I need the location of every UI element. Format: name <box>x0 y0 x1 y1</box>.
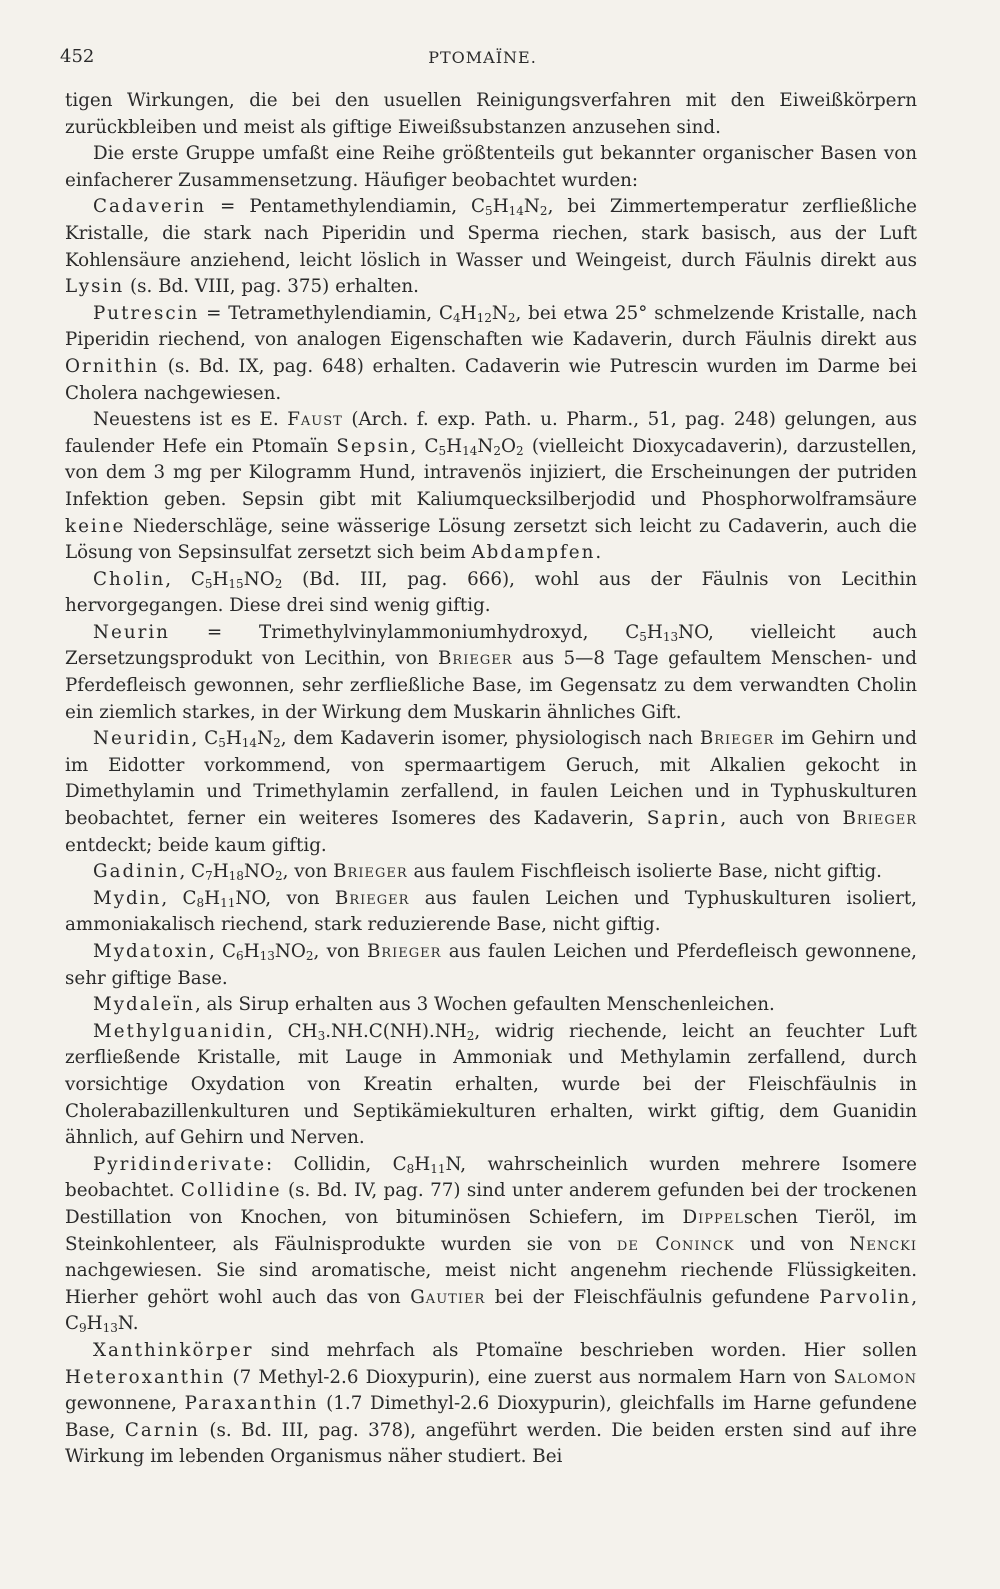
spaced-term: Pyridinderivate <box>93 1153 267 1175</box>
spaced-term: Paraxanthin <box>184 1393 319 1415</box>
text-run: aus 5—8 Tage gefaultem Menschen- und Pferdefleisch gewonnen, sehr zerfließliche Base, im Gegensatz zu dem verwandten Cholin ein ziemlich starkes, in der Wirkung dem Muskarin ähnliches Gift. <box>65 648 917 723</box>
author-name: Brieger <box>842 808 917 830</box>
text-run: H <box>204 887 221 909</box>
spaced-term: Cadaverin <box>93 196 206 218</box>
subscript: 6 <box>236 949 244 963</box>
author-name: Brieger <box>333 861 408 883</box>
spaced-term: Neurin <box>93 621 170 643</box>
subscript: 14 <box>508 204 524 219</box>
text-run: , von <box>313 941 367 962</box>
spaced-term: Xanthinkörper <box>93 1339 254 1361</box>
text-run: H <box>243 941 260 962</box>
text-run: N <box>477 435 494 457</box>
author-name: Dippel <box>682 1206 744 1228</box>
subscript: 2 <box>493 443 502 458</box>
text-run: H <box>646 621 663 643</box>
text-run: NO, vielleicht auch Zersetzungsprodukt von Lecithin, von <box>65 621 917 670</box>
text-run: (7 Methyl-2.6 Dioxypurin), eine zuerst aus normalem Harn von <box>225 1366 834 1388</box>
subscript: 2 <box>274 869 283 884</box>
text-run: H <box>492 196 509 218</box>
text-run: , C <box>410 435 439 457</box>
paragraph <box>65 407 917 567</box>
subscript: 15 <box>228 576 244 591</box>
text-run: tigen Wirkungen, die bei den usuellen Reinigungsverfahren mit den Eiweißkörpern zurückbleiben und meist als giftige Eiweißsubstanzen anzusehen sind. <box>65 90 917 138</box>
subscript: 2 <box>466 1028 475 1043</box>
spaced-term: Parvolin <box>819 1286 912 1308</box>
paragraph <box>65 886 917 939</box>
page-header <box>60 46 905 70</box>
text-run: NO, von <box>235 887 335 909</box>
text-run: nachgewiesen. Sie sind aromatische, meist nicht angenehm riechende Flüssigkeiten. Hierher gehört wohl auch das von <box>65 1260 917 1308</box>
spaced-term: Ornithin <box>65 355 160 377</box>
spaced-term: Heteroxanthin <box>65 1366 226 1388</box>
paragraph <box>65 1338 917 1471</box>
text-run: H <box>225 728 242 750</box>
text-run: gewonnene, <box>65 1393 185 1415</box>
subscript: 2 <box>273 736 281 751</box>
subscript: 18 <box>228 869 244 884</box>
subscript: 3 <box>317 1028 326 1043</box>
spaced-term: Methylguanidin <box>93 1020 268 1042</box>
subscript: 13 <box>102 1321 118 1336</box>
text-run: Die erste Gruppe umfaßt eine Reihe größtenteils gut bekannter organischer Basen von einfacherer Zusammensetzung. Häufiger beobachtet wurden: <box>65 143 917 191</box>
text-run: H <box>460 302 477 324</box>
spaced-term: Carnin <box>124 1419 200 1441</box>
subscript: 11 <box>430 1161 446 1176</box>
author-name: Brieger <box>699 728 775 750</box>
text-run: (Bd. III, pag. 666), wohl aus der Fäulnis von Lecithin hervorgegangen. Diese drei sind wenig giftig. <box>65 568 917 617</box>
page-number: 452 <box>60 46 95 67</box>
text-run: . <box>595 542 602 564</box>
text-run: NO <box>243 568 275 590</box>
text-run: sind mehrfach als Ptomaïne beschrieben worden. Hier sollen <box>253 1339 917 1361</box>
author-name: Brieger <box>438 648 513 670</box>
text-run: , C <box>208 941 236 962</box>
text-run: (s. Bd. IV, pag. 77) sind unter anderem gefunden bei der trockenen Destillation von Knochen, von bituminösen Schiefern, im <box>65 1180 917 1228</box>
text-run: N <box>257 728 274 750</box>
text-run: (vielleicht Dioxycadaverin), darzustellen, von dem 3 mg per Kilogramm Hund, intravenös injiziert, die Erscheinungen der putriden Infektion geben. Sepsin gibt mit Kaliumquecksilberjodid und Phosphorwolframsäure <box>65 435 917 510</box>
author-name: Brieger <box>366 941 442 962</box>
spaced-term: Mydaleïn <box>93 994 195 1016</box>
subscript: 5 <box>438 443 447 458</box>
spaced-term: keine <box>65 515 126 537</box>
body-text <box>65 88 917 1471</box>
subscript: 8 <box>406 1161 415 1176</box>
subscript: 4 <box>452 310 461 325</box>
spaced-term: Collidine <box>180 1180 282 1202</box>
subscript: 2 <box>305 949 314 963</box>
text-run: (Arch. f. exp. Path. u. Pharm., 51, pag. 248) gelungen, aus faulender Hefe ein Ptomaïn <box>65 409 917 457</box>
subscript: 2 <box>539 204 548 219</box>
text-run: , dem Kadaverin isomer, physiologisch nach <box>280 728 700 750</box>
author-name: Gautier <box>410 1286 486 1308</box>
spaced-term: Mydin <box>93 887 162 909</box>
text-run: , als Sirup erhalten aus 3 Wochen gefaulten Menschenleichen. <box>194 994 775 1016</box>
subscript: 5 <box>218 736 226 751</box>
text-run: N, wahrscheinlich wurden mehrere Isomere beobachtet. <box>65 1153 917 1202</box>
spaced-term: Saprin <box>646 808 721 830</box>
text-run: entdeckt; beide kaum giftig. <box>65 834 327 856</box>
subscript: 5 <box>485 204 493 219</box>
paragraph <box>65 567 917 620</box>
text-run: : Collidin, C <box>266 1153 407 1175</box>
text-run: N. <box>117 1313 139 1335</box>
text-run: Niederschläge, seine wässerige Lösung zersetzt sich leicht zu Cadaverin, auch die Lösung von Sepsinsulfat zersetzt sich beim <box>65 515 917 564</box>
paragraph <box>65 301 917 407</box>
text-run: (s. Bd. VIII, pag. 375) erhalten. <box>124 276 419 298</box>
paragraph <box>65 859 917 886</box>
text-run: H <box>212 861 229 883</box>
subscript: 14 <box>241 736 258 751</box>
text-run: O <box>501 435 517 457</box>
text-run: aus faulem Fischfleisch isolierte Base, nicht giftig. <box>407 861 882 883</box>
subscript: 13 <box>259 949 275 963</box>
text-run: NO <box>243 861 275 883</box>
spaced-term: Putrescin <box>93 302 200 324</box>
subscript: 13 <box>662 629 679 644</box>
subscript: 12 <box>476 310 492 325</box>
subscript: 2 <box>274 576 283 591</box>
text-run: N <box>491 302 508 324</box>
paragraph <box>65 939 917 992</box>
text-run: , C <box>65 1286 918 1335</box>
running-title: PTOMAÏNE. <box>428 48 537 67</box>
author-name: Faust <box>287 409 343 431</box>
text-run: , C <box>191 728 219 750</box>
text-run: H <box>446 435 463 457</box>
subscript: 2 <box>507 310 516 325</box>
text-run: , auch von <box>720 808 843 830</box>
text-run: , bei etwa 25° schmelzende Kristalle, nach Piperidin riechend, von analogen Eigenschaften wie Kadaverin, durch Fäulnis direkt aus <box>65 302 917 351</box>
text-run: , widrig riechende, leicht an feuchter Luft zerfließende Kristalle, mit Lauge in Ammoniak und Methylamin zerfallend, durch vorsichtige Oxydation von Kreatin erhalten, wurde bei der Fleischfäulnis in Cholerabazillenkulturen und Septikämiekulturen erhalten, wirkt giftig, dem Guanidin ähnlich, auf Gehirn und Nerven. <box>65 1020 917 1149</box>
paragraph <box>65 1152 917 1338</box>
text-run: aus faulen Leichen und Typhuskulturen isoliert, ammoniakalisch riechend, stark reduzierende Base, nicht giftig. <box>65 887 917 936</box>
spaced-term: Mydatoxin <box>93 941 209 962</box>
text-run: , bei Zimmertemperatur zerfließliche Kristalle, die stark nach Piperidin und Sperma riechen, stark basisch, aus der Luft Kohlensäure anziehend, leicht löslich in Wasser und Weingeist, durch Fäulnis direkt aus <box>65 196 917 271</box>
text-run: H <box>86 1313 103 1335</box>
author-name: Brieger <box>334 887 410 909</box>
text-run: aus faulen Leichen und Pferdefleisch gewonnene, sehr giftige Base. <box>65 941 917 989</box>
text-run: (1.7 Dimethyl-2.6 Dioxypurin), gleichfalls im Harne gefundene Base, <box>65 1393 917 1441</box>
text-run: = Trimethylvinylammoniumhydroxyd, C <box>169 621 640 643</box>
text-run: .NH.C(NH).NH <box>325 1020 467 1042</box>
text-run: , C <box>165 568 205 590</box>
text-run: , von <box>282 861 334 883</box>
text-run: , C <box>179 861 206 883</box>
paragraph <box>65 194 917 300</box>
text-run: , C <box>161 887 197 909</box>
text-run: = Tetramethylendiamin, C <box>199 302 453 324</box>
text-run: Neuestens ist es E. <box>93 409 288 431</box>
subscript: 5 <box>639 629 647 644</box>
spaced-term: Cholin <box>93 568 166 590</box>
author-name: de Coninck <box>616 1233 735 1255</box>
paragraph <box>65 726 917 859</box>
paragraph <box>65 88 917 141</box>
text-run: und von <box>734 1233 850 1255</box>
paragraph <box>65 620 917 726</box>
text-run: NO <box>274 941 306 962</box>
subscript: 8 <box>196 895 205 910</box>
paragraph <box>65 1019 917 1152</box>
subscript: 14 <box>462 443 478 458</box>
subscript: 5 <box>204 576 213 591</box>
author-name: Salomon <box>833 1366 917 1388</box>
paragraph <box>65 992 917 1019</box>
text-run: (s. Bd. IX, pag. 648) erhalten. Cadaverin wie Putrescin wurden im Darme bei Cholera nachgewiesen. <box>65 355 917 404</box>
text-run: H <box>414 1153 431 1175</box>
text-run: = Pentamethylendiamin, C <box>206 196 486 218</box>
subscript: 2 <box>516 443 524 458</box>
paragraph <box>65 141 917 194</box>
text-run: im Gehirn und im Eidotter vorkommend, von spermaartigem Geruch, mit Alkalien gekocht in Dimethylamin und Trimethylamin zerfallend, in faulen Leichen und in Typhuskulturen beobachtet, ferner ein weiteres Isomeres des Kadaverin, <box>65 728 917 830</box>
subscript: 9 <box>79 1321 87 1336</box>
text-run: schen Tieröl, im Steinkohlenteer, als Fäulnisprodukte wurden sie von <box>65 1206 917 1255</box>
spaced-term: Abdampfen <box>471 542 596 564</box>
spaced-term: Neuridin <box>93 728 192 750</box>
subscript: 7 <box>205 869 213 884</box>
text-run: H <box>212 568 229 590</box>
subscript: 11 <box>220 895 236 910</box>
text-run: N <box>523 196 540 218</box>
spaced-term: Sepsin <box>336 435 411 457</box>
text-run: (s. Bd. III, pag. 378), angeführt werden. Die beiden ersten sind auf ihre Wirkung im lebenden Organismus näher studiert. Bei <box>65 1419 918 1468</box>
spaced-term: Gadinin <box>93 861 180 883</box>
author-name: Nencki <box>849 1233 917 1255</box>
text-run: , CH <box>267 1020 318 1042</box>
text-run: bei der Fleischfäulnis gefundene <box>485 1286 820 1308</box>
spaced-term: Lysin <box>65 276 125 298</box>
